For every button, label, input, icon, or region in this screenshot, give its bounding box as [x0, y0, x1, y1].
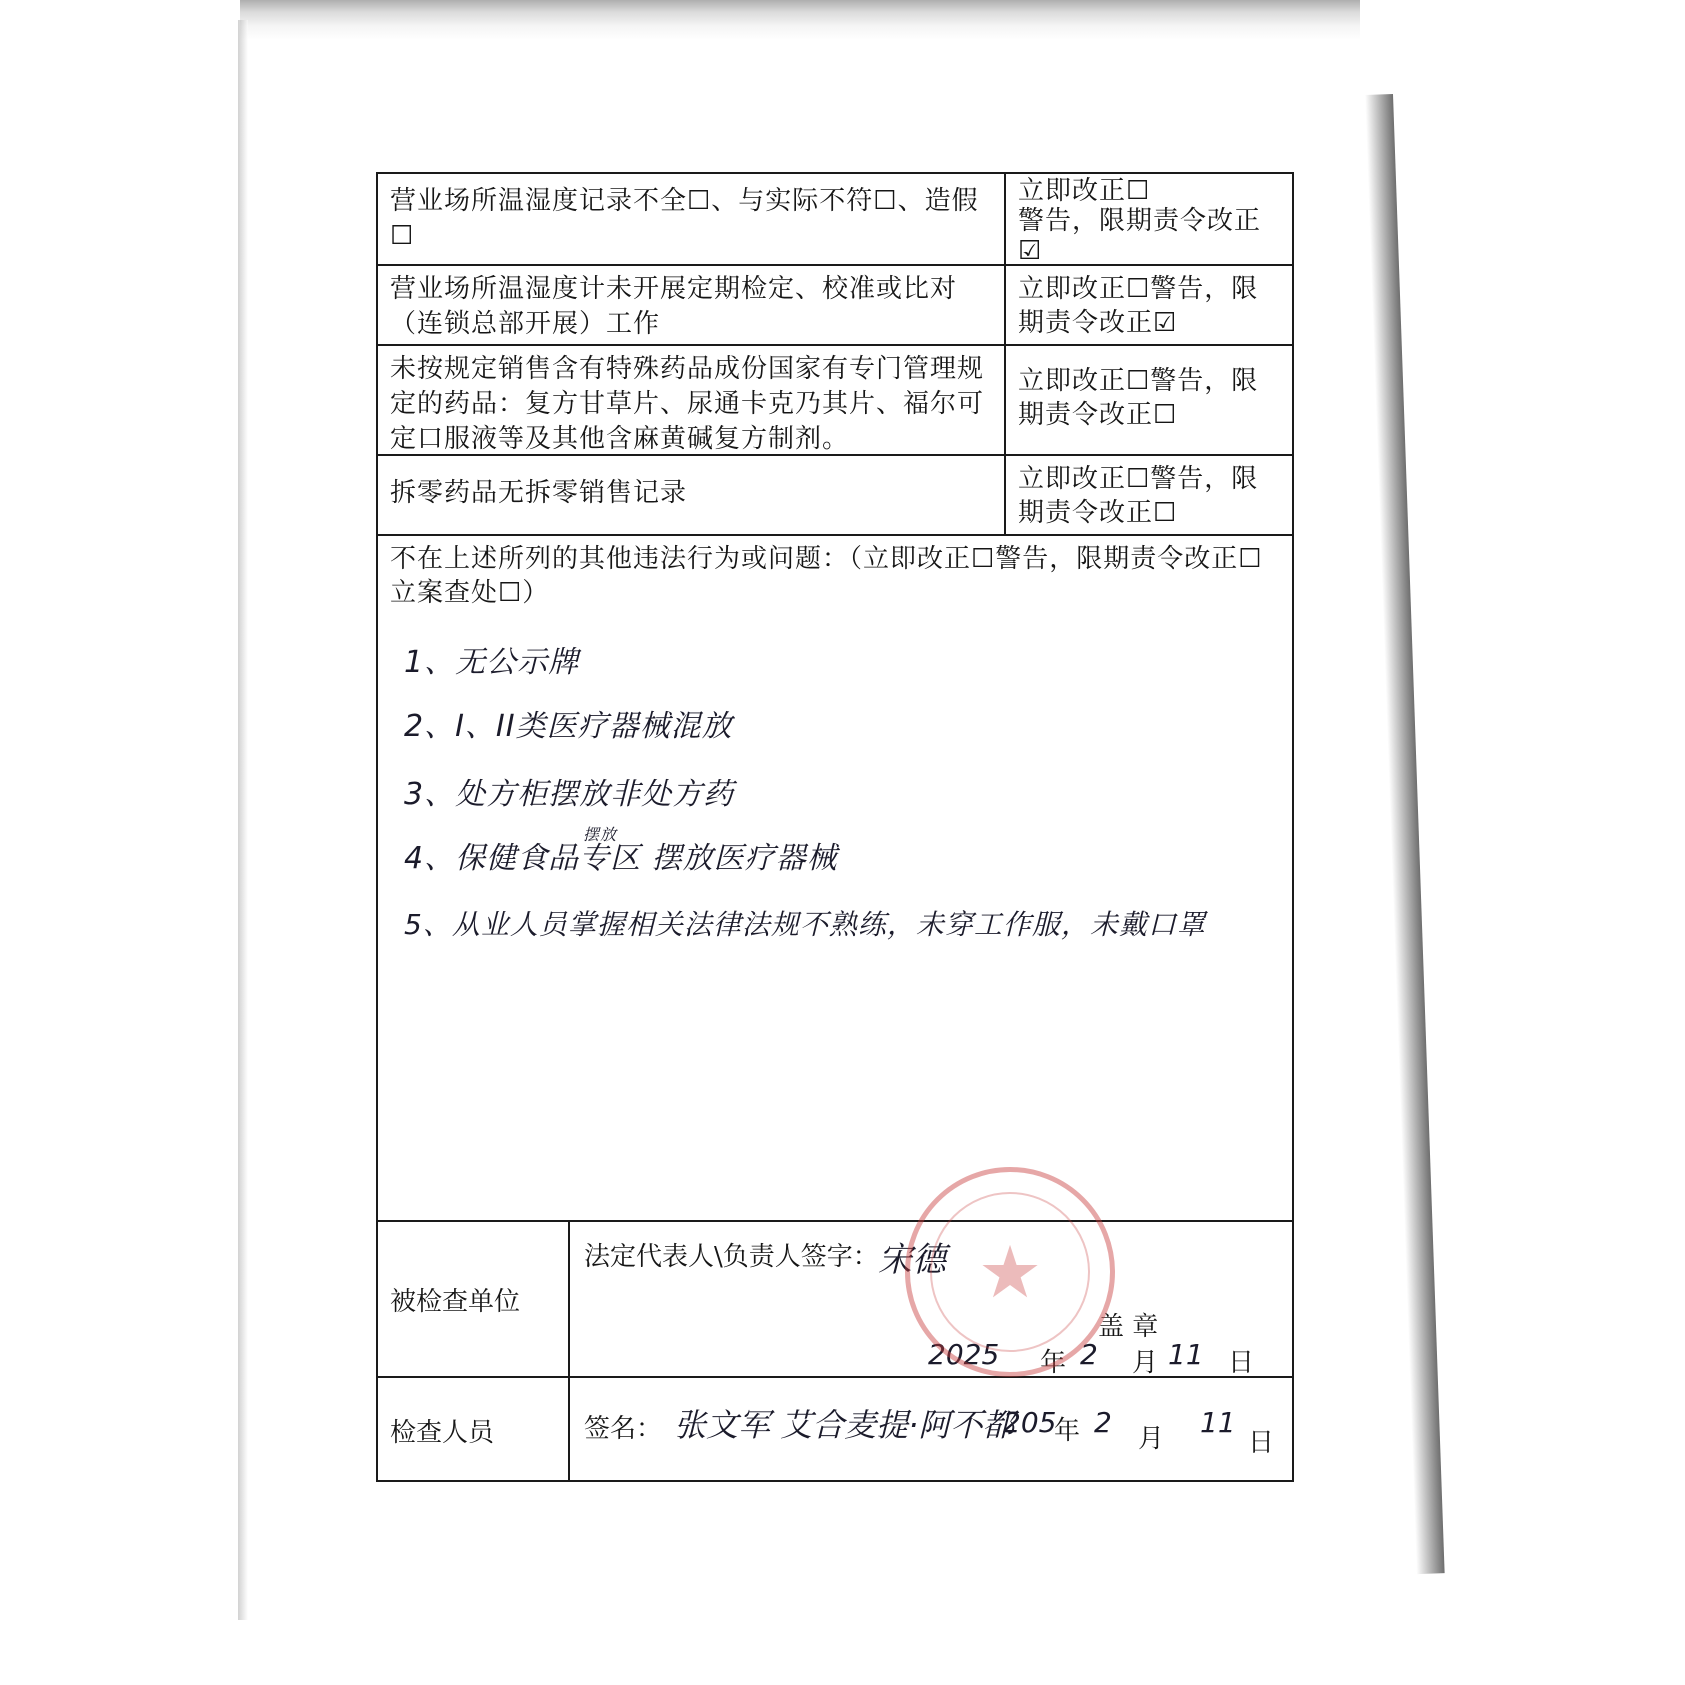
date-month-unit: 月: [1138, 1424, 1165, 1454]
inspectors-signature: 张文军 艾合麦提·阿不都: [674, 1406, 1015, 1444]
action-line: 立即改正☐: [1018, 176, 1151, 206]
issue-text: 营业场所温湿度计未开展定期检定、校准或比对（连锁总部开展）工作: [378, 266, 1006, 344]
action-cell: [1006, 174, 1292, 264]
inspectors-sign-label: 签名：: [584, 1414, 663, 1444]
date-year: 2025: [928, 1338, 1000, 1371]
issue-row-3: [378, 346, 1292, 456]
checked-box: ☑: [1018, 236, 1043, 266]
action-line: 警告，限期责令改正: [1018, 206, 1262, 236]
date-day: 11: [1168, 1338, 1204, 1371]
date-day-unit: 日: [1228, 1348, 1255, 1378]
scan-shadow-left: [238, 20, 248, 1620]
handwritten-item: 1、无公示牌: [404, 645, 580, 680]
official-seal-stamp: [905, 1167, 1115, 1377]
seal-label: 盖 章: [1098, 1312, 1159, 1342]
issue-row-4: [378, 456, 1292, 536]
handwritten-insert-note: 摆放: [583, 825, 618, 844]
seal-star-icon: ★: [977, 1230, 1043, 1314]
issue-text: 营业场所温湿度记录不全☐、与实际不符☐、造假☐: [378, 174, 1006, 264]
date-month: 2: [1080, 1338, 1098, 1371]
other-issues-section: [378, 536, 1292, 1222]
date-month: 2: [1094, 1406, 1112, 1439]
action-cell: 立即改正☐警告，限期责令改正☑: [1018, 274, 1259, 338]
action-cell: 立即改正☐警告，限期责令改正☐: [1018, 464, 1259, 528]
issue-row-2: [378, 266, 1292, 346]
scan-shadow-right: [1365, 94, 1445, 1574]
handwritten-item: 2、I、II类医疗器械混放: [404, 709, 733, 744]
scan-shadow-top: [240, 0, 1360, 40]
inspectors-row: [378, 1378, 1292, 1482]
issue-row-1: [378, 174, 1292, 266]
date-day-unit: 日: [1248, 1428, 1275, 1458]
date-year: 205: [1003, 1406, 1057, 1439]
inspectors-label: 检查人员: [378, 1378, 570, 1482]
action-cell: 立即改正☐警告，限期责令改正☐: [1018, 366, 1259, 430]
date-day: 11: [1200, 1406, 1236, 1439]
legal-rep-sign-label: 法定代表人\负责人签字：: [584, 1242, 879, 1272]
date-month-unit: 月: [1132, 1348, 1159, 1378]
inspected-unit-row: [378, 1222, 1292, 1378]
handwritten-item: 3、处方柜摆放非处方药: [404, 777, 735, 812]
issue-text: 未按规定销售含有特殊药品成份国家有专门管理规定的药品：复方甘草片、尿通卡克乃其片、福尔可定口服液等及其他含麻黄碱复方制剂。: [378, 346, 1006, 454]
handwritten-item: 5、从业人员掌握相关法律法规不熟练，未穿工作服，未戴口罩: [404, 908, 1206, 941]
issue-text: 拆零药品无拆零销售记录: [378, 456, 1006, 534]
date-year-unit: 年: [1040, 1348, 1067, 1378]
handwritten-item: 4、保健食品专区 摆放医疗器械: [404, 841, 838, 876]
other-issues-heading: 不在上述所列的其他违法行为或问题：（立即改正☐警告，限期责令改正☐立案查处☐）: [390, 544, 1263, 608]
legal-rep-signature: 宋德: [878, 1240, 946, 1280]
inspection-form-table: [376, 172, 1294, 1482]
date-year-unit: 年: [1054, 1416, 1081, 1446]
inspected-unit-label: 被检查单位: [378, 1222, 570, 1376]
